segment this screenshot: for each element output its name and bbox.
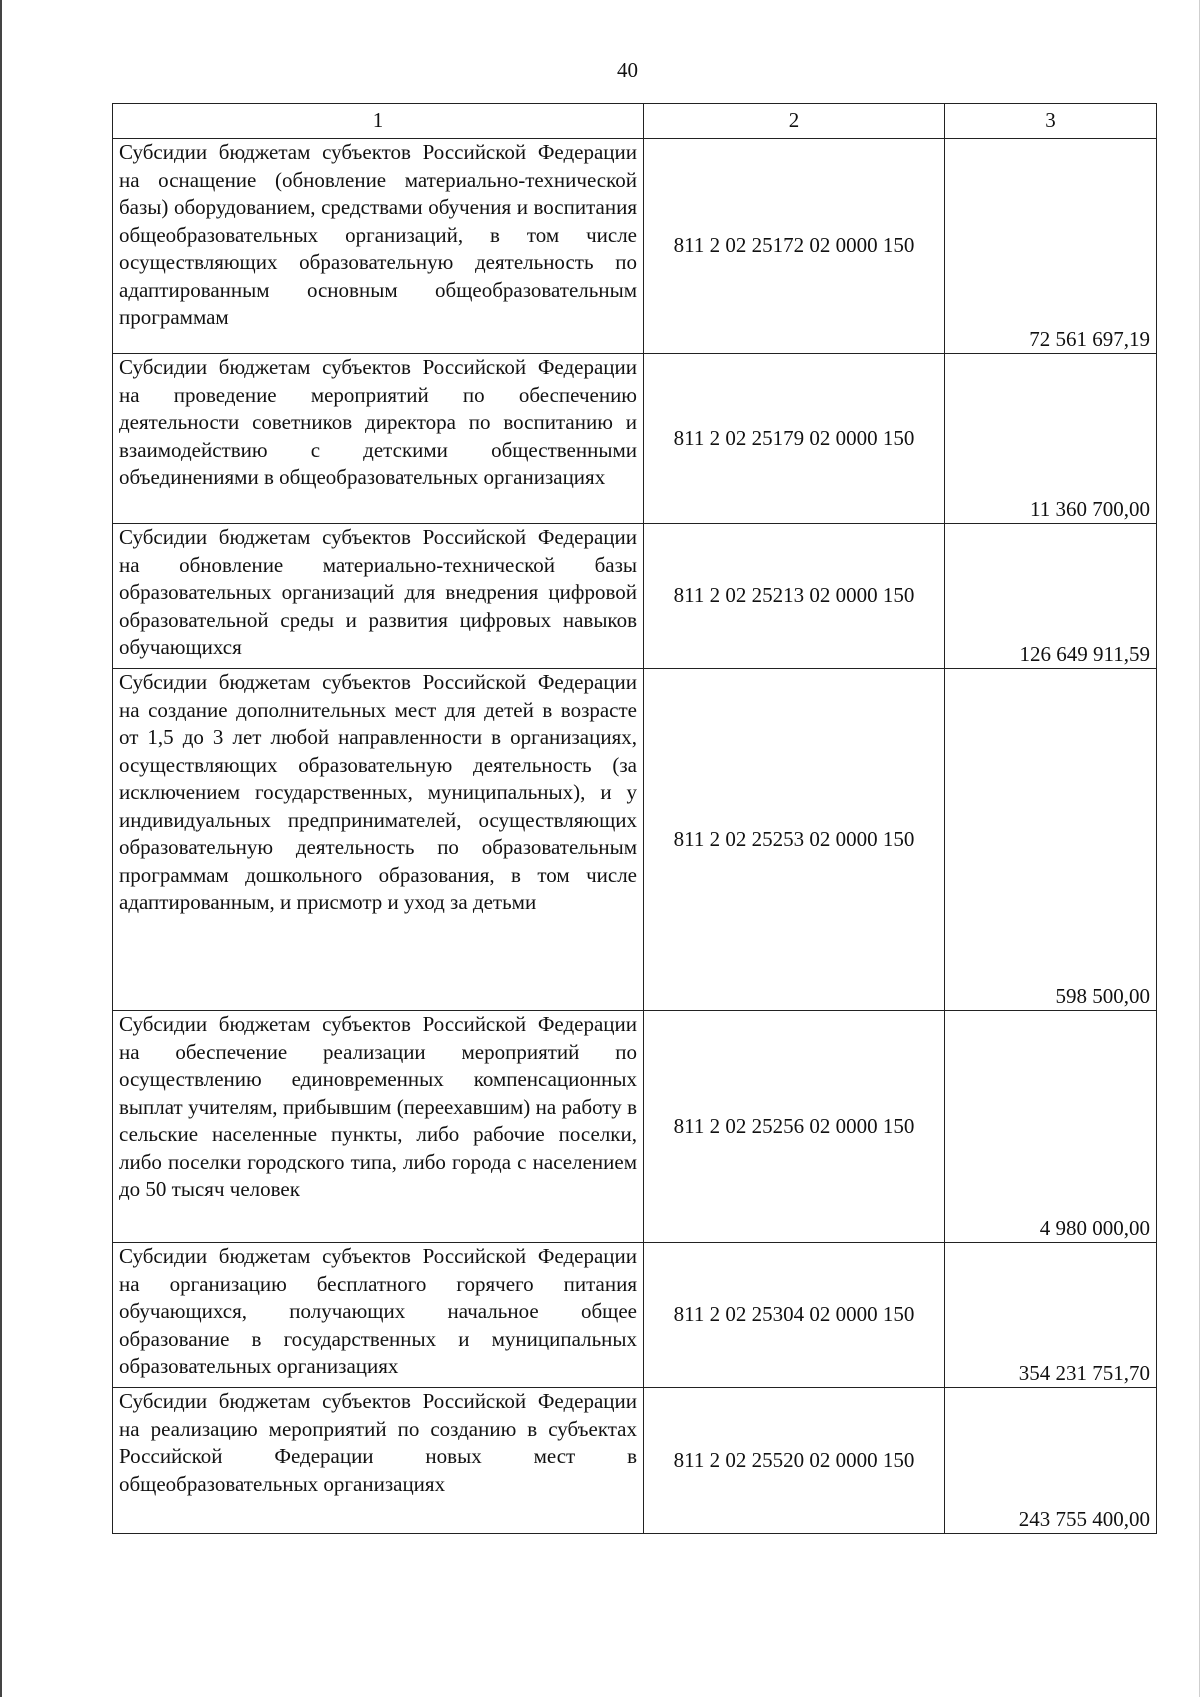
- row-description: Субсидии бюджетам субъектов Российской Федерации на организацию бесплатного горячего питания обучающихся, получающих начальное общее образование в государственных и муниципальных образовательных организациях: [113, 1243, 644, 1388]
- row-budget-code: 811 2 02 25520 02 0000 150: [644, 1388, 945, 1534]
- row-description: Субсидии бюджетам субъектов Российской Федерации на оснащение (обновление материально-технической базы) оборудованием, средствами обучения и воспитания общеобразовательных организаций, в том числе осуществляющих образовательную деятельность по адаптированным основным общеобразовательным программам: [113, 139, 644, 354]
- row-budget-code: 811 2 02 25213 02 0000 150: [644, 524, 945, 669]
- row-budget-code: 811 2 02 25256 02 0000 150: [644, 1011, 945, 1243]
- column-header-1: 1: [113, 104, 644, 139]
- column-header-3: 3: [945, 104, 1157, 139]
- column-header-2: 2: [644, 104, 945, 139]
- row-amount: 243 755 400,00: [945, 1388, 1157, 1534]
- row-budget-code: 811 2 02 25172 02 0000 150: [644, 139, 945, 354]
- table-row: [113, 354, 1157, 524]
- row-description: Субсидии бюджетам субъектов Российской Федерации на обновление материально-технической базы образовательных организаций для внедрения цифровой образовательной среды и развития цифровых навыков обучающихся: [113, 524, 644, 669]
- row-budget-code: 811 2 02 25179 02 0000 150: [644, 354, 945, 524]
- row-amount: 126 649 911,59: [945, 524, 1157, 669]
- row-amount: 4 980 000,00: [945, 1011, 1157, 1243]
- row-budget-code: 811 2 02 25253 02 0000 150: [644, 669, 945, 1011]
- row-amount: 72 561 697,19: [945, 139, 1157, 354]
- table-header-row: [113, 104, 1157, 139]
- row-description: Субсидии бюджетам субъектов Российской Федерации на реализацию мероприятий по созданию в субъектах Российской Федерации новых мест в общеобразовательных организациях: [113, 1388, 644, 1534]
- row-budget-code: 811 2 02 25304 02 0000 150: [644, 1243, 945, 1388]
- row-description: Субсидии бюджетам субъектов Российской Федерации на проведение мероприятий по обеспечению деятельности советников директора по воспитанию и взаимодействию с детскими общественными объединениями в общеобразовательных организациях: [113, 354, 644, 524]
- row-amount: 598 500,00: [945, 669, 1157, 1011]
- table-row: [113, 1388, 1157, 1534]
- table-row: [113, 1243, 1157, 1388]
- row-description: Субсидии бюджетам субъектов Российской Федерации на создание дополнительных мест для детей в возрасте от 1,5 до 3 лет любой направленности в организациях, осуществляющих образовательную деятельность (за исключением государственных, муниципальных), и у индивидуальных предпринимателей, осуществляющих образовательную деятельность по образовательным программам дошкольного образования, в том числе адаптированным, и присмотр и уход за детьми: [113, 669, 644, 1011]
- page-number: 40: [617, 58, 638, 82]
- table-row: [113, 139, 1157, 354]
- row-description: Субсидии бюджетам субъектов Российской Федерации на обеспечение реализации мероприятий по осуществлению единовременных компенсационных выплат учителям, прибывшим (переехавшим) на работу в сельские населенные пункты, либо рабочие поселки, либо поселки городского типа, либо города с населением до 50 тысяч человек: [113, 1011, 644, 1243]
- table-row: [113, 669, 1157, 1011]
- table-row: [113, 1011, 1157, 1243]
- scan-edge-left: [0, 0, 2, 1697]
- row-amount: 11 360 700,00: [945, 354, 1157, 524]
- table-row: [113, 524, 1157, 669]
- row-amount: 354 231 751,70: [945, 1243, 1157, 1388]
- budget-table: [112, 103, 1157, 1534]
